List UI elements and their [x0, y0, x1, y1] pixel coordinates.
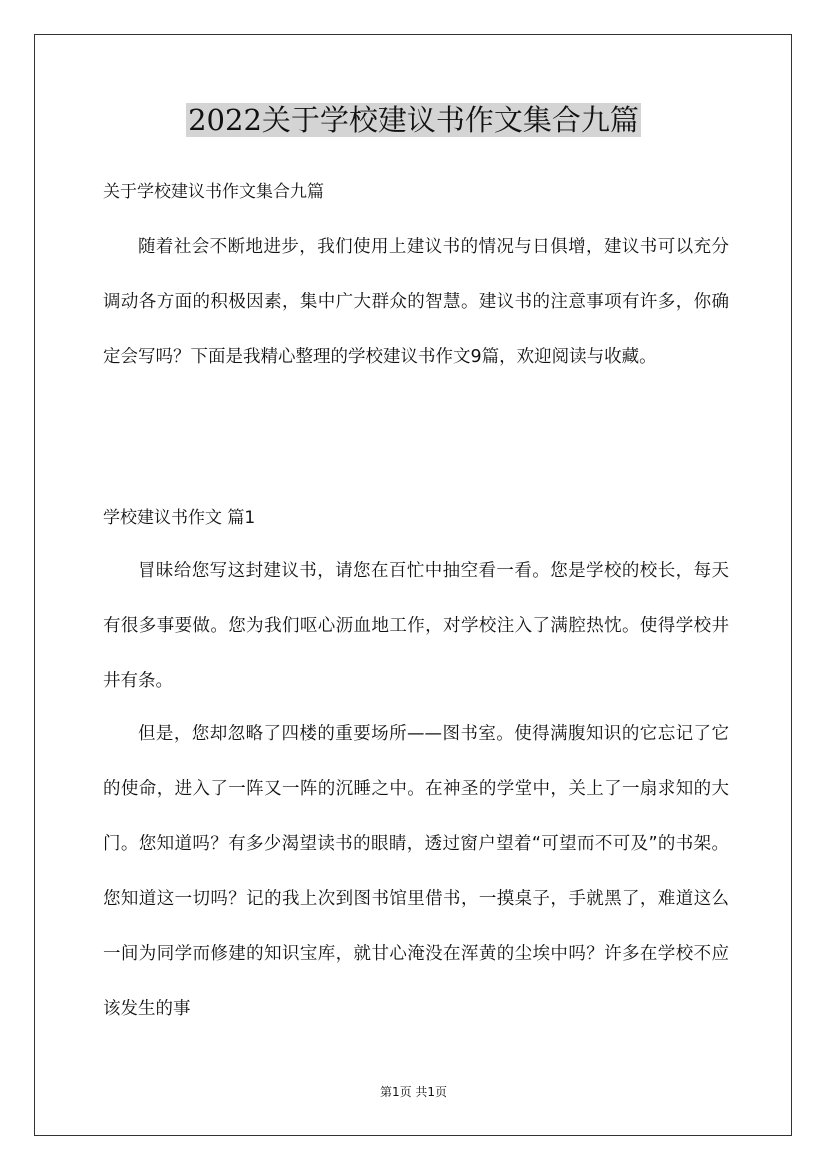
document-title-wrap	[0, 98, 827, 142]
document-title: 2022关于学校建议书作文集合九篇	[188, 103, 639, 137]
body-paragraph-1: 冒昧给您写这封建议书，请您在百忙中抽空看一看。您是学校的校长，每天有很多事要做。您为我们呕心沥血地工作，对学校注入了满腔热忱。使得学校井井有条。	[103, 561, 729, 691]
body-paragraph-2: 但是，您却忽略了四楼的重要场所——图书室。使得满腹知识的它忘记了它的使命，进入了一阵又一阵的沉睡之中。在神圣的学堂中，关上了一扇求知的大门。您知道吗？有多少渴望读书的眼睛，透过窗户望着“可望而不可及”的书架。您知道这一切吗？记的我上次到图书馆里借书，一摸桌子，手就黑了，难道这么一间为同学而修建的知识宝库，就甘心淹没在浑黄的尘埃中吗？许多在学校不应该发生的事	[103, 724, 729, 1019]
page-footer: 第1页 共1页	[379, 1085, 448, 1099]
section-heading: 学校建议书作文 篇1	[103, 508, 256, 528]
intro-paragraph: 随着社会不断地进步，我们使用上建议书的情况与日俱增，建议书可以充分调动各方面的积极因素，集中广大群众的智慧。建议书的注意事项有许多，你确定会写吗？下面是我精心整理的学校建议书作文9篇，欢迎阅读与收藏。	[103, 237, 729, 367]
document-subtitle: 关于学校建议书作文集合九篇	[103, 182, 324, 202]
